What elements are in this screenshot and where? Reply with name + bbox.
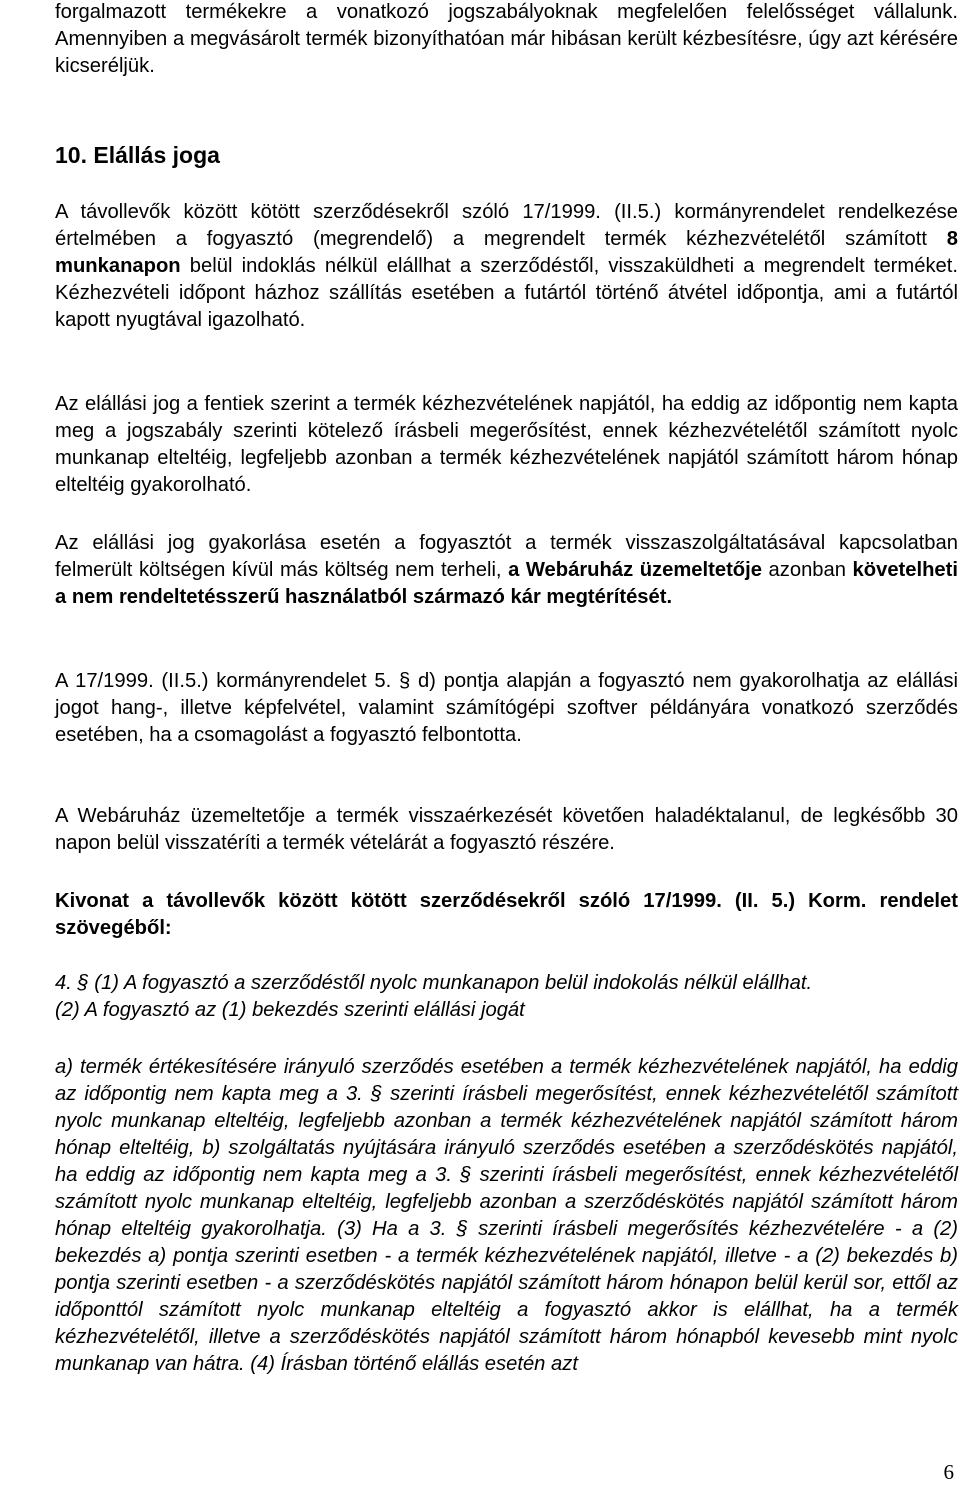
p1-bold-working-days: 8 munkanapon: [55, 228, 958, 277]
p4-text: A 17/1999. (II.5.) kormányrendelet 5. § d) pontja alapján a fogyasztó nem gyakorolhatja az elállási jogot hang-, illetve képfelvétel, valamint számítógépi szoftver példányára vonatkozó szerződés esetében, ha a csomagolást a fogyasztó felbontotta.: [55, 670, 958, 746]
excerpt-body: a) termék értékesítésére irányuló szerződés esetében a termék kézhezvételének napjától, ha eddig az időpontig nem kapta meg a 3. § szerinti írásbeli megerősítést, ennek kézhezvételétől számított nyolc munkanap elteltéig, legfeljebb azonban a termék kézhezvételének napjától számított három hónap elteltéig, b) szolgáltatás nyújtására irányuló szerződés esetében a szerződéskötés napjától, ha eddig az időpontig nem kapta meg a 3. § szerinti írásbeli megerősítést, ennek kézhezvételétől számított nyolc munkanap elteltéig, legfeljebb azonban a szerződéskötés napjától számított három hónap elteltéig gyakorolhatja. (3) Ha a 3. § szerinti írásbeli megerősítés kézhezvételére - a (2) bekezdés a) pontja szerinti esetben - a termék kézhezvételének napjától, illetve - a (2) bekezdés b) pontja szerinti esetben - a szerződéskötés napjától számított három hónapon belül kerül sor, ettől az időponttól számított nyolc munkanap elteltéig a fogyasztó akkor is elállhat, ha a termék kézhezvételétől, illetve a szerződéskötés napjától számított három hónapból kevesebb mint nyolc munkanap van hátra. (4) Írásban történő elállás esetén azt: [55, 1056, 958, 1375]
p3-text-c: azonban: [761, 559, 853, 581]
intro-paragraph: [55, 0, 958, 80]
excerpt-heading: Kivonat a távollevők között kötött szerződésekről szóló 17/1999. (II. 5.) Korm. rendelet szövegéből:: [55, 890, 958, 939]
p3-text-a: Az elállási jog gyakorlása esetén a fogyasztót a termék visszaszolgáltatásával kapcsolatban felmerült költségen kívül más költség nem terheli,: [55, 532, 958, 581]
p3-bold-operator: a Webáruház üzemeltetője: [508, 559, 762, 581]
paragraph-exception: [55, 668, 958, 749]
paragraph-refund: [55, 803, 958, 857]
page-number: 6: [943, 1460, 954, 1484]
p5-text: A Webáruház üzemeltetője a termék visszaérkezését követően haladéktalanul, de legkésőbb 30 napon belül visszatéríti a termék vételárát a fogyasztó részére.: [55, 805, 958, 854]
excerpt-line-2: (2) A fogyasztó az (1) bekezdés szerinti elállási jogát: [55, 999, 525, 1021]
p1-text-c: belül indoklás nélkül elállhat a szerződéstől, visszaküldheti a megrendelt terméket. Kézhezvételi időpont házhoz szállítás esetében a futártól történő átvétel időpontja, ami a futártól kapott nyugtával igazolható.: [55, 255, 958, 331]
intro-text: forgalmazott termékekre a vonatkozó jogszabályoknak megfelelően felelősséget vállalunk. Amennyiben a megvásárolt termék bizonyíthatóan már hibásan került kézbesítésre, úgy azt kérésére kicseréljük.: [55, 1, 958, 77]
p2-text: Az elállási jog a fentiek szerint a termék kézhezvételének napjától, ha eddig az időpontig nem kapta meg a jogszabály szerinti kötelező írásbeli megerősítést, ennek kézhezvételétől számított nyolc munkanap elteltéig, legfeljebb azonban a termék kézhezvételének napjától számított három hónap elteltéig gyakorolható.: [55, 393, 958, 496]
paragraph-withdrawal-costs: [55, 530, 958, 611]
p3-bold-damages: követelheti a nem rendeltetésszerű használatból származó kár megtérítését.: [55, 559, 958, 608]
excerpt-line-1: 4. § (1) A fogyasztó a szerződéstől nyolc munkanapon belül indokolás nélkül elállhat.: [55, 972, 813, 994]
section-heading: 10. Elállás joga: [55, 142, 220, 168]
p1-text-a: A távollevők között kötött szerződésekről szóló 17/1999. (II.5.) kormányrendelet rendelkezése értelmében a fogyasztó (megrendelő) a megrendelt termék kézhezvételétől számított: [55, 201, 958, 250]
paragraph-withdrawal-right: [55, 199, 958, 334]
paragraph-withdrawal-period: [55, 391, 958, 499]
